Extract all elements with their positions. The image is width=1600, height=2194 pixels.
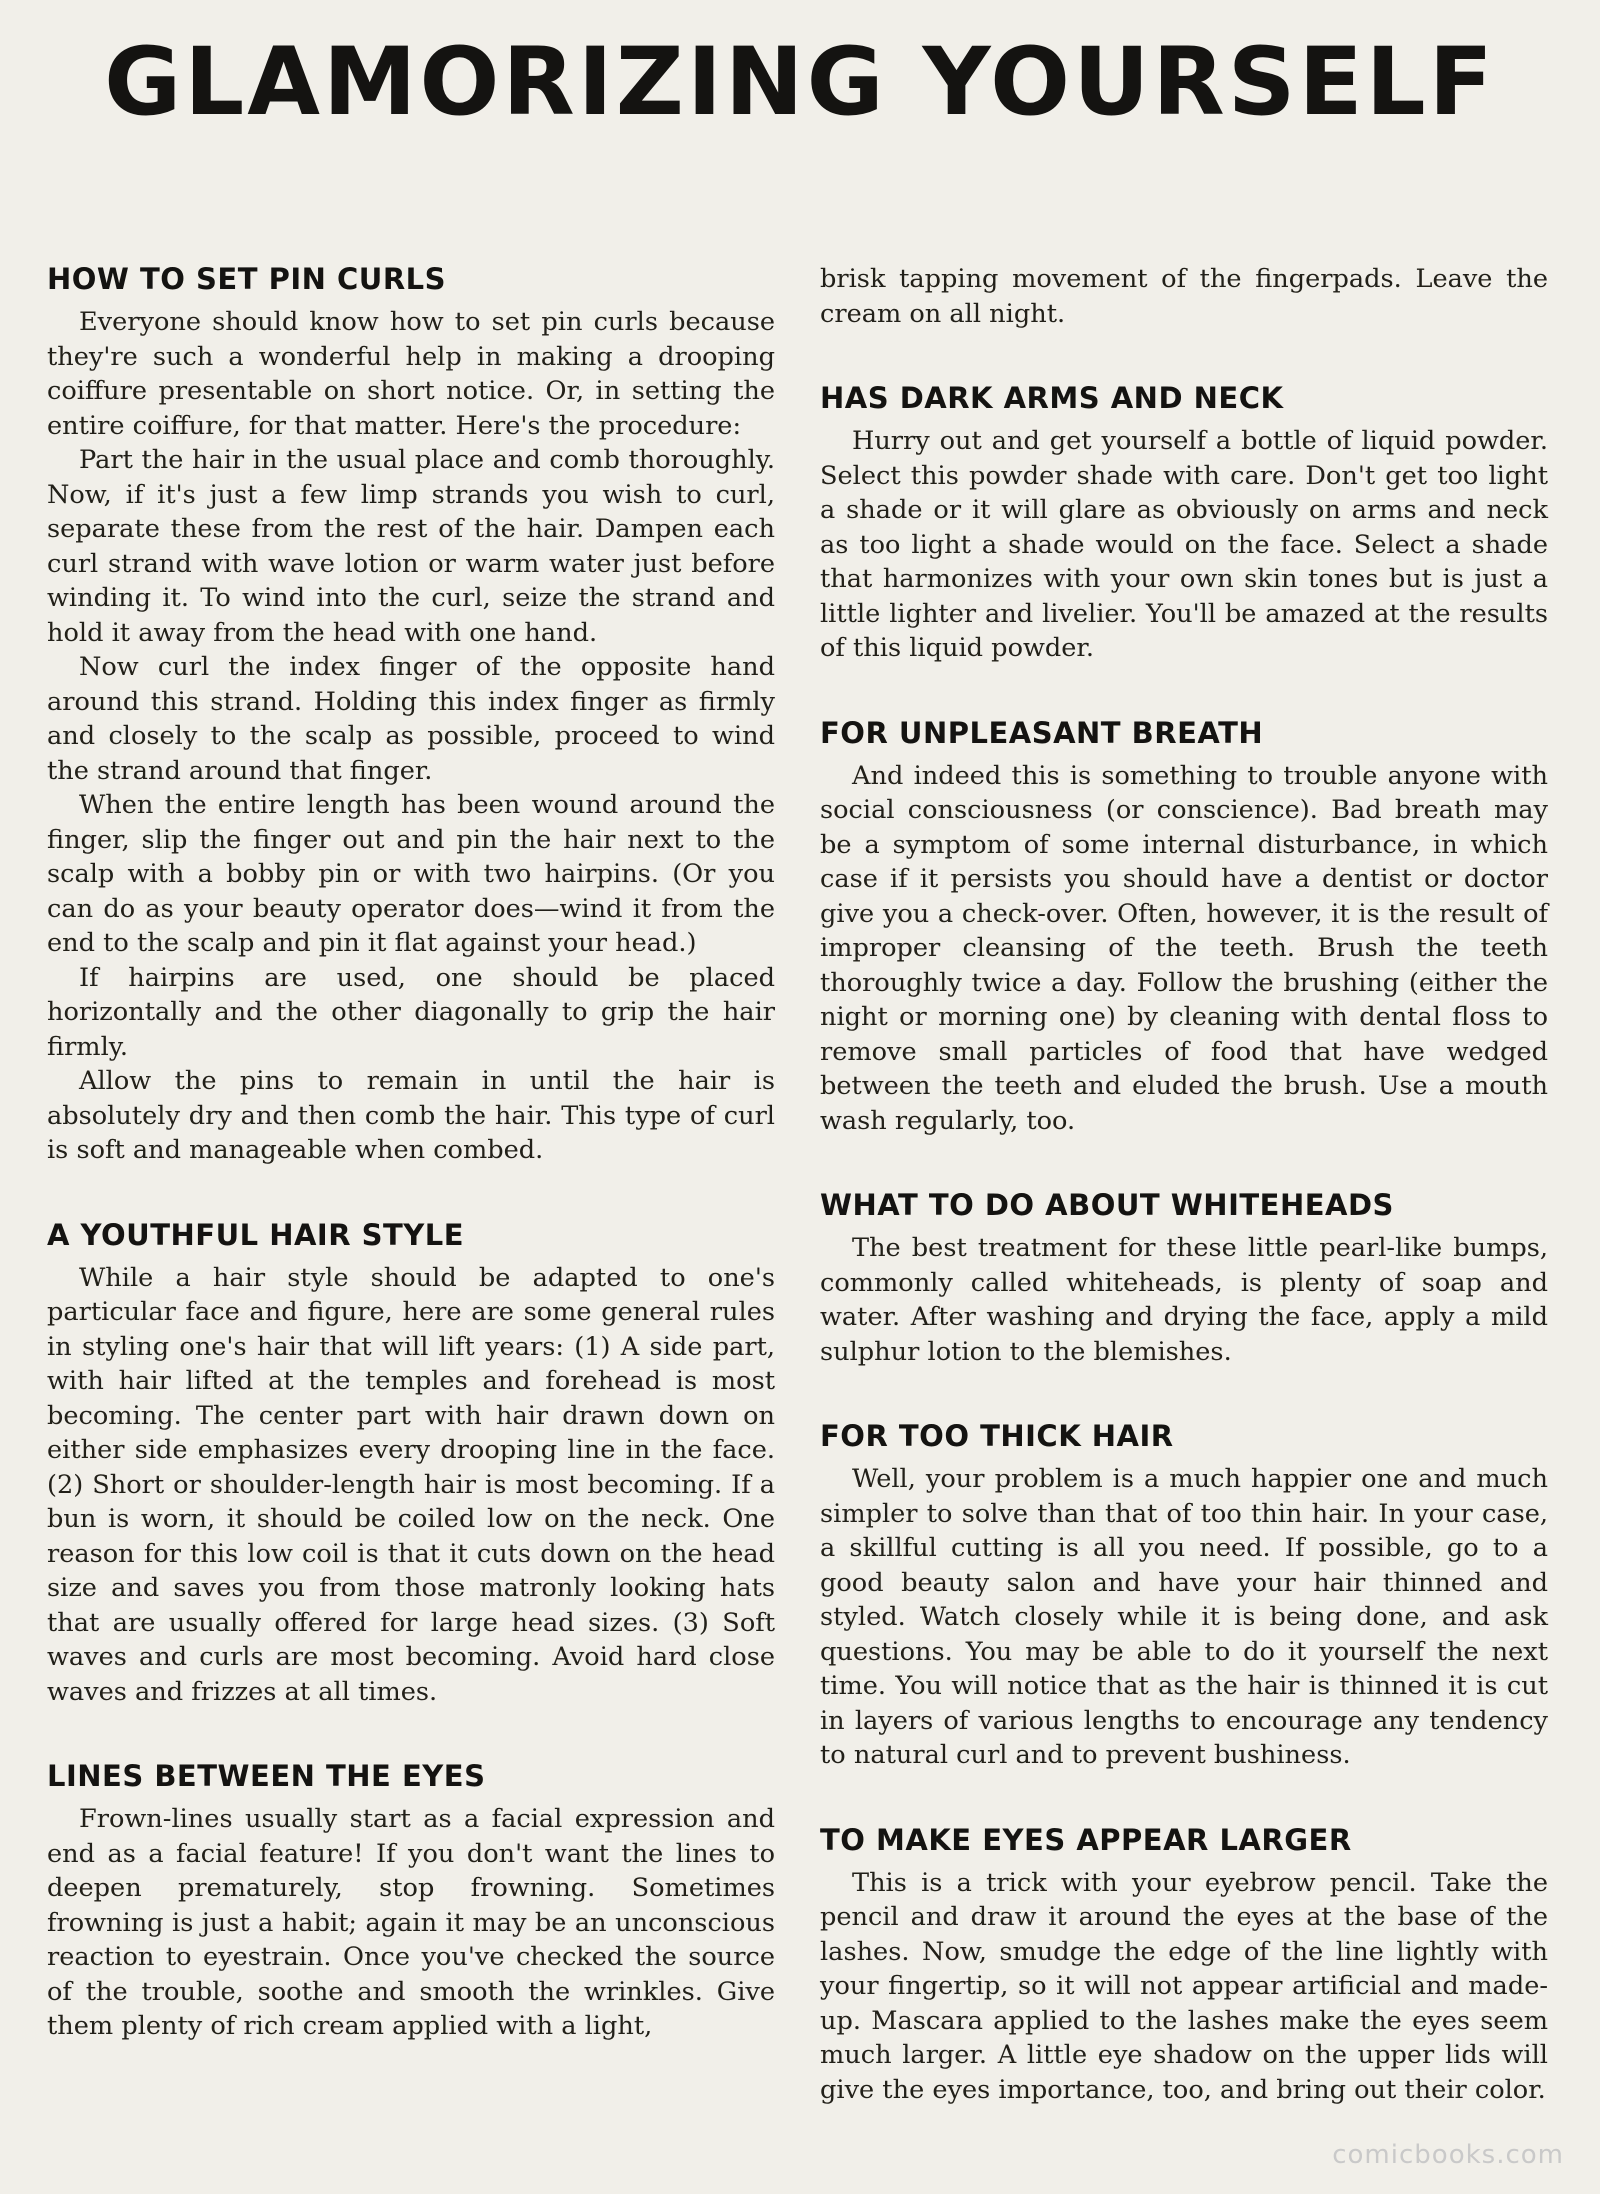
section-youthful-hair-style xyxy=(47,1218,775,1710)
section-heading: LINES BETWEEN THE EYES xyxy=(47,1759,486,1793)
section-dark-arms-neck xyxy=(820,381,1548,666)
section-unpleasant-breath xyxy=(820,716,1548,1139)
section-heading: WHAT TO DO ABOUT WHITEHEADS xyxy=(820,1188,1394,1222)
left-column xyxy=(47,262,775,2094)
section-continued-text xyxy=(820,262,1548,331)
right-column xyxy=(820,262,1548,2157)
paragraph: If hairpins are used, one should be placed horizontally and the other diagonally to grip the hair firmly. xyxy=(47,962,775,1062)
paragraph: Now curl the index finger of the opposite hand around this strand. Holding this index finger as firmly and closely to the scalp as possible, proceed to wind the strand around that finger. xyxy=(47,652,775,786)
section-lines-between-eyes xyxy=(47,1759,775,2044)
paragraph: Frown-lines usually start as a facial expression and end as a facial feature! If you don't want the lines to deepen prematurely, stop frowning. Sometimes frowning is just a habit; again it may be an unconscious reaction to eyestrain. Once you've checked the source of the trouble, soothe and smooth the wrinkles. Give them plenty of rich cream applied with a light, xyxy=(47,1804,775,2041)
section-heading: FOR UNPLEASANT BREATH xyxy=(820,715,1264,750)
paragraph: The best treatment for these little pearl-like bumps, commonly called whiteheads, is plenty of soap and water. After washing and drying the face, apply a mild sulphur lotion to the blemishes. xyxy=(820,1233,1548,1367)
section-heading: TO MAKE EYES APPEAR LARGER xyxy=(820,1822,1352,1857)
section-heading: A YOUTHFUL HAIR STYLE xyxy=(47,1217,465,1252)
paragraph: brisk tapping movement of the fingerpads. Leave the cream on all night. xyxy=(820,264,1548,329)
paragraph: Hurry out and get yourself a bottle of liquid powder. Select this powder shade with care. Don't get too light a shade or it will glare as obviously on arms and neck as too light a shade would on the face. Select a shade that harmonizes with your own skin tones but is just a little lighter and livelier. You'll be amazed at the results of this liquid powder. xyxy=(820,426,1548,663)
section-whiteheads xyxy=(820,1188,1548,1369)
page-title: GLAMORIZING YOURSELF xyxy=(104,28,1496,137)
paragraph: And indeed this is something to trouble anyone with social consciousness (or conscience). Bad breath may be a symptom of some internal disturbance, in which case if it persists you should have a dentist or doctor give you a check-over. Often, however, it is the result of improper cleansing of the teeth. Brush the teeth thoroughly twice a day. Follow the brushing (either the night or morning one) by cleaning with dental floss to remove small particles of food that have wedged between the teeth and eluded the brush. Use a mouth wash regularly, too. xyxy=(820,760,1548,1136)
paragraph: Everyone should know how to set pin curls because they're such a wonderful help in making a drooping coiffure presentable on short notice. Or, in setting the entire coiffure, for that matter. Here's the procedure: xyxy=(47,307,775,441)
section-pin-curls xyxy=(47,262,775,1168)
watermark: comicbooks.com xyxy=(1332,2140,1564,2170)
paragraph: Part the hair in the usual place and comb thoroughly. Now, if it's just a few limp strands you wish to curl, separate these from the rest of the hair. Dampen each curl strand with wave lotion or warm water just before winding it. To wind into the curl, seize the strand and hold it away from the head with one hand. xyxy=(47,445,775,648)
paragraph: When the entire length has been wound around the finger, slip the finger out and pin the hair next to the scalp with a bobby pin or with two hairpins. (Or you can do as your beauty operator does—wind it from the end to the scalp and pin it flat against your head.) xyxy=(47,790,775,958)
paragraph: Allow the pins to remain in until the hair is absolutely dry and then comb the hair. This type of curl is soft and manageable when combed. xyxy=(47,1066,775,1165)
section-heading: HAS DARK ARMS AND NECK xyxy=(820,381,1284,415)
section-heading: FOR TOO THICK HAIR xyxy=(820,1419,1174,1453)
paragraph: Well, your problem is a much happier one and much simpler to solve than that of too thin hair. In your case, a skillful cutting is all you need. If possible, go to a good beauty salon and have your hair thinned and styled. Watch closely while it is being done, and ask questions. You may be able to do it yourself the next time. You will notice that as the hair is thinned it is cut in layers of various lengths to encourage any tendency to natural curl and to prevent bushiness. xyxy=(820,1464,1548,1770)
section-too-thick-hair xyxy=(820,1419,1548,1773)
section-eyes-larger xyxy=(820,1823,1548,2108)
section-heading: HOW TO SET PIN CURLS xyxy=(47,262,447,296)
paragraph: This is a trick with your eyebrow pencil. Take the pencil and draw it around the eyes at the base of the lashes. Now, smudge the edge of the line lightly with your fingertip, so it will not appear artificial and made-up. Mascara applied to the lashes make the eyes seem much larger. A little eye shadow on the upper lids will give the eyes importance, too, and bring out their color. xyxy=(820,1867,1548,2105)
paragraph: While a hair style should be adapted to one's particular face and figure, here are some general rules in styling one's hair that will lift years: (1) A side part, with hair lifted at the temples and forehead is most becoming. The center part with hair drawn down on either side emphasizes every drooping line in the face. (2) Short or shoulder-length hair is most becoming. If a bun is worn, it should be coiled low on the neck. One reason for this low coil is that it cuts down on the head size and saves you from those matronly looking hats that are usually offered for large head sizes. (3) Soft waves and curls are most becoming. Avoid hard close waves and frizzes at all times. xyxy=(47,1262,775,1707)
